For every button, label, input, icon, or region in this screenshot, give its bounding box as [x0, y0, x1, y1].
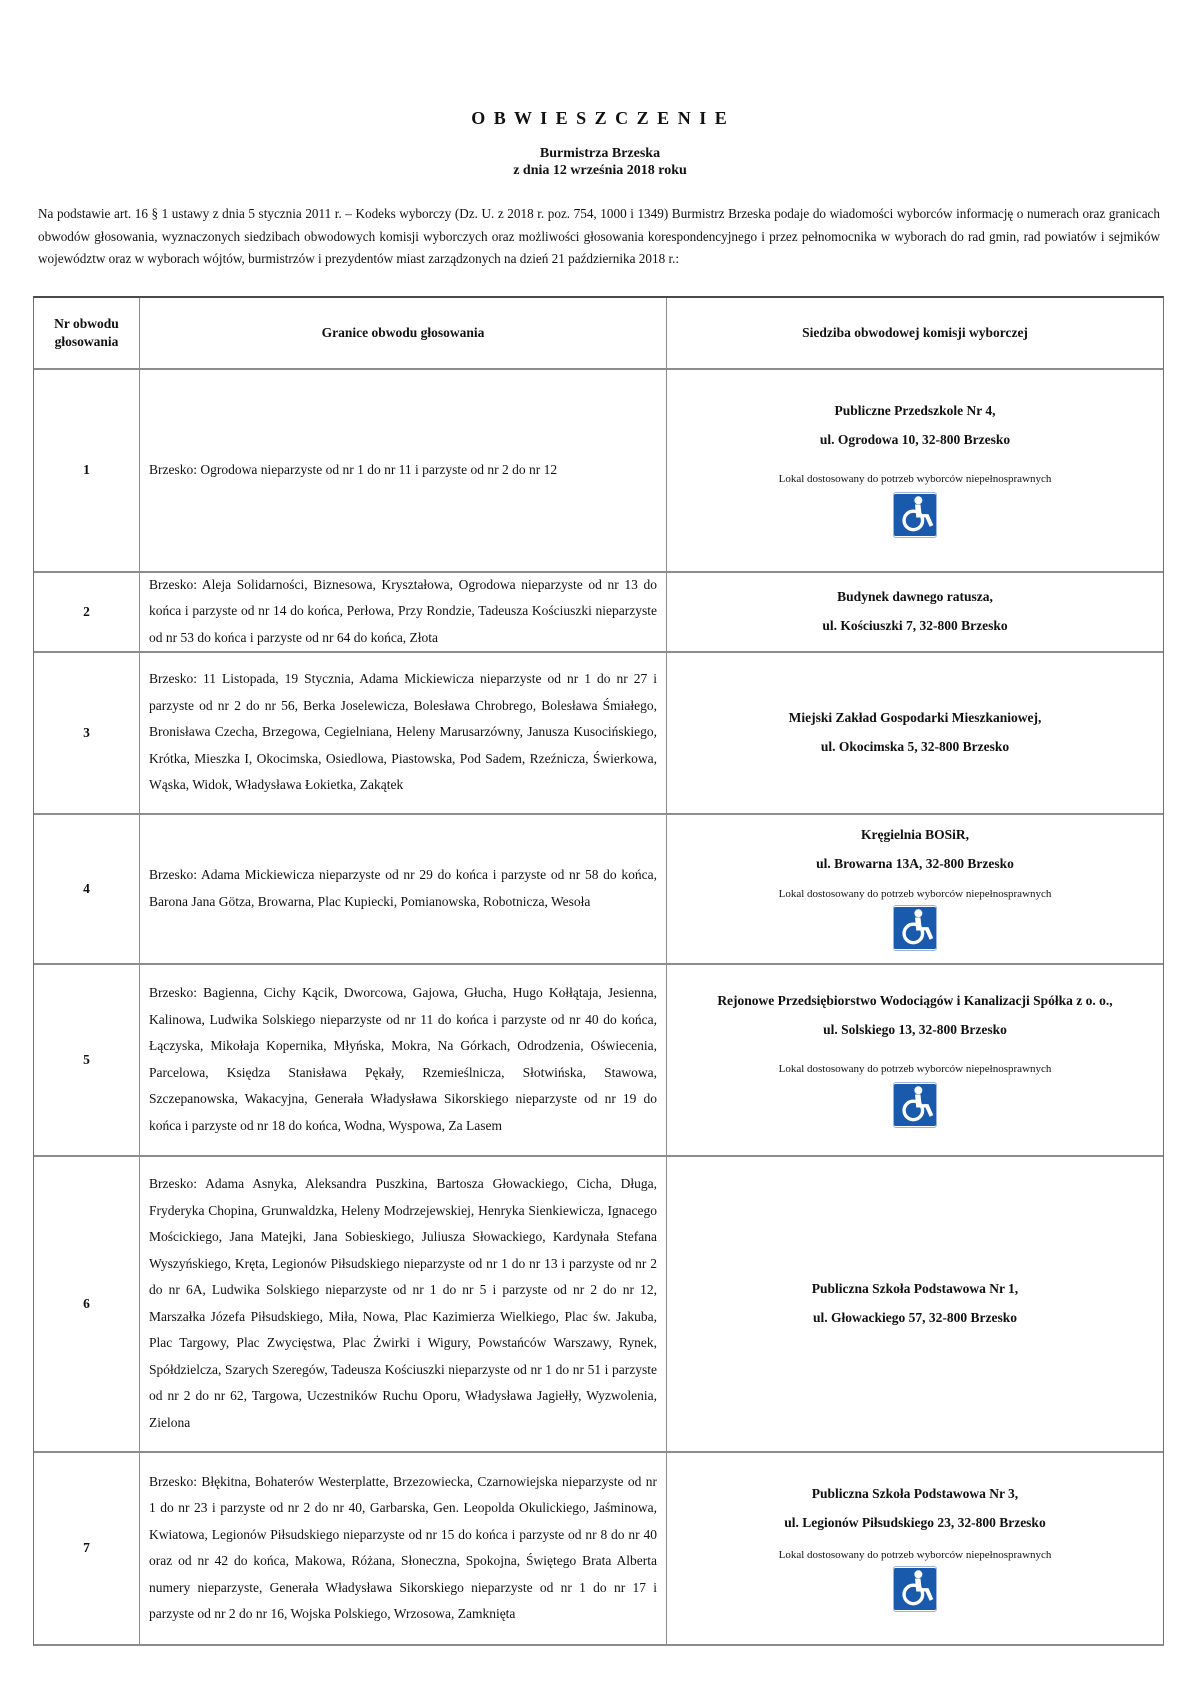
venue-name: Rejonowe Przedsiębiorstwo Wodociągów i Kanalizacji Spółka z o. o., — [717, 992, 1113, 1008]
table-row-district-1 — [34, 370, 1163, 573]
district-number: 4 — [34, 815, 140, 963]
venue-name: Budynek dawnego ratusza, — [837, 589, 993, 604]
wheelchair-icon — [894, 1567, 936, 1611]
venue-address: ul. Głowackiego 57, 32-800 Brzesko — [813, 1310, 1017, 1325]
table-row-district-7 — [34, 1453, 1163, 1644]
district-boundaries: Brzesko: Błękitna, Bohaterów Westerplatte, Brzezowiecka, Czarnowiejska nieparzyste od nr 1 do nr 23 i parzyste od nr 2 do nr 40, Garbarska, Gen. Leopolda Okulickiego, Jaśminowa, Kwiatowa, Legionów Piłsudskiego nieparzyste od nr 15 do końca i parzyste od nr 8 do nr 40 oraz od nr 42 do końca, Makowa, Różana, Słoneczna, Spokojna, Świętego Brata Alberta numery nieparzyste, Generała Władysława Sikorskiego nieparzyste od nr 1 do nr 17 i parzyste od nr 2 do nr 16, Wojska Polskiego, Wrzosowa, Zamknięta — [149, 1473, 657, 1621]
page-title: O B W I E S Z C Z E N I E — [471, 108, 729, 128]
venue-name: Kręgielnia BOSiR, — [861, 827, 969, 842]
table-header-row — [34, 298, 1163, 370]
district-boundaries: Brzesko: 11 Listopada, 19 Stycznia, Adama Mickiewicza nieparzyste od nr 1 do nr 27 i parzyste od nr 2 do nr 56, Berka Joselewicza, Bolesława Chrobrego, Bolesława Śmiałego, Bronisława Czecha, Brzegowa, Cegielniana, Heleny Marusarzówny, Janusza Kusocińskiego, Krótka, Mieszka I, Okocimska, Osiedlowa, Piastowska, Pod Sadem, Rzeźnicza, Świerkowa, Wąska, Widok, Władysława Łokietka, Zakątek — [149, 671, 657, 793]
commission-seat — [667, 573, 1163, 651]
col-header-boundaries: Granice obwodu głosowania — [140, 298, 667, 368]
table-row-district-2 — [34, 573, 1163, 653]
venue-name: Publiczna Szkoła Podstawowa Nr 3, — [811, 1485, 1019, 1501]
commission-seat — [667, 815, 1163, 963]
venue-address: ul. Solskiego 13, 32-800 Brzesko — [823, 1021, 1007, 1037]
col-header-district-number: Nr obwodu głosowania — [34, 298, 140, 368]
table-row-district-4 — [34, 815, 1163, 965]
wheelchair-icon — [894, 1083, 936, 1127]
table-row-district-6 — [34, 1157, 1163, 1453]
subtitle-author: Burmistrza Brzeska — [539, 146, 661, 161]
district-number: 1 — [34, 370, 140, 571]
venue-name: Publiczna Szkoła Podstawowa Nr 1, — [811, 1281, 1019, 1296]
table-row-district-3 — [34, 653, 1163, 815]
intro-paragraph: Na podstawie art. 16 § 1 ustawy z dnia 5 stycznia 2011 r. – Kodeks wyborczy (Dz. U. z 2018 r. poz. 754, 1000 i 1349) Burmistrz Brzeska podaje do wiadomości wyborców informację o numerach oraz granicach obwodów głosowania, wyznaczonych siedzibach obwodowych komisji wyborczych oraz możliwości głosowania korespondencyjnego i przez pełnomocnika w wyborach do rad gmin, rad powiatów i sejmików województw oraz w wyborach wójtów, burmistrzów i prezydentów miast zarządzonych na dzień 21 października 2018 r.: — [38, 206, 1160, 266]
venue-address: ul. Legionów Piłsudskiego 23, 32-800 Brzesko — [784, 1514, 1046, 1530]
district-number: 7 — [34, 1453, 140, 1644]
district-boundaries: Brzesko: Ogrodowa nieparzyste od nr 1 do nr 11 i parzyste od nr 2 do nr 12 — [149, 461, 558, 477]
wheelchair-icon — [894, 906, 936, 950]
wheelchair-icon — [894, 493, 936, 537]
district-boundaries: Brzesko: Aleja Solidarności, Biznesowa, Kryształowa, Ogrodowa nieparzyste od nr 13 do końca i parzyste od nr 14 do końca, Perłowa, Przy Rondzie, Tadeusza Kościuszki nieparzyste od nr 53 do końca i parzyste od nr 64 do końca, Złota — [149, 576, 657, 645]
accessibility-note: Lokal dostosowany do potrzeb wyborców niepełnosprawnych — [778, 473, 1052, 485]
district-number: 2 — [34, 573, 140, 651]
commission-seat — [667, 1453, 1163, 1644]
accessibility-note: Lokal dostosowany do potrzeb wyborców niepełnosprawnych — [778, 1548, 1052, 1561]
table-row-district-5 — [34, 965, 1163, 1157]
commission-seat — [667, 1157, 1163, 1451]
electoral-districts-table — [33, 296, 1164, 1646]
venue-address: ul. Kościuszki 7, 32-800 Brzesko — [822, 618, 1008, 633]
accessibility-note: Lokal dostosowany do potrzeb wyborców niepełnosprawnych — [778, 888, 1052, 900]
district-boundaries: Brzesko: Adama Asnyka, Aleksandra Puszkina, Bartosza Głowackiego, Cicha, Długa, Fryderyka Chopina, Grunwaldzka, Heleny Modrzejewskiej, Henryka Sienkiewicza, Ignacego Mościckiego, Jana Matejki, Jana Sobieskiego, Juliusza Słowackiego, Kardynała Stefana Wyszyńskiego, Kręta, Legionów Piłsudskiego nieparzyste od nr 1 do nr 13 i parzyste od nr 2 do nr 6A, Ludwika Solskiego nieparzyste od nr 1 do nr 5 i parzyste od nr 2 do nr 12, Marszałka Józefa Piłsudskiego, Miła, Nowa, Plac Kazimierza Wielkiego, Plac św. Jakuba, Plac Targowy, Plac Zwycięstwa, Plac Żwirki i Wigury, Powstańców Warszawy, Rynek, Spółdzielcza, Szarych Szeregów, Tadeusza Kościuszki nieparzyste od nr 1 do nr 51 i parzyste od nr 2 do nr 62, Targowa, Uczestników Ruchu Oporu, Władysława Jagiełły, Wyzwolenia, Zielona — [149, 1176, 657, 1430]
venue-name: Miejski Zakład Gospodarki Mieszkaniowej, — [788, 710, 1042, 725]
subtitle-date: z dnia 12 września 2018 roku — [513, 163, 687, 178]
district-number: 6 — [34, 1157, 140, 1451]
commission-seat — [667, 370, 1163, 571]
district-number: 5 — [34, 965, 140, 1155]
commission-seat — [667, 965, 1163, 1155]
venue-address: ul. Browarna 13A, 32-800 Brzesko — [816, 856, 1014, 871]
commission-seat — [667, 653, 1163, 813]
venue-address: ul. Okocimska 5, 32-800 Brzesko — [820, 739, 1010, 754]
venue-name: Publiczne Przedszkole Nr 4, — [834, 403, 996, 418]
accessibility-note: Lokal dostosowany do potrzeb wyborców niepełnosprawnych — [778, 1062, 1052, 1075]
district-boundaries: Brzesko: Adama Mickiewicza nieparzyste od nr 29 do końca i parzyste od nr 58 do końca, Barona Jana Götza, Browarna, Plac Kupiecki, Pomianowska, Robotnicza, Wesoła — [149, 867, 657, 909]
district-boundaries: Brzesko: Bagienna, Cichy Kącik, Dworcowa, Gajowa, Głucha, Hugo Kołłątaja, Jesienna, Kalinowa, Ludwika Solskiego nieparzyste od nr 11 do końca i parzyste od nr 40 do końca, Łączyska, Mikołaja Kopernika, Młyńska, Mokra, Na Górkach, Odrodzenia, Oświecenia, Parcelowa, Księdza Stanisława Pękały, Rzemieślnicza, Słotwińska, Stawowa, Szczepanowska, Wakacyjna, Generała Władysława Sikorskiego nieparzyste od nr 19 do końca i parzyste od nr 18 do końca, Wodna, Wyspowa, Za Lasem — [149, 985, 657, 1133]
col-header-commission-seat: Siedziba obwodowej komisji wyborczej — [802, 324, 1028, 340]
venue-address: ul. Ogrodowa 10, 32-800 Brzesko — [819, 432, 1011, 447]
district-number: 3 — [34, 653, 140, 813]
